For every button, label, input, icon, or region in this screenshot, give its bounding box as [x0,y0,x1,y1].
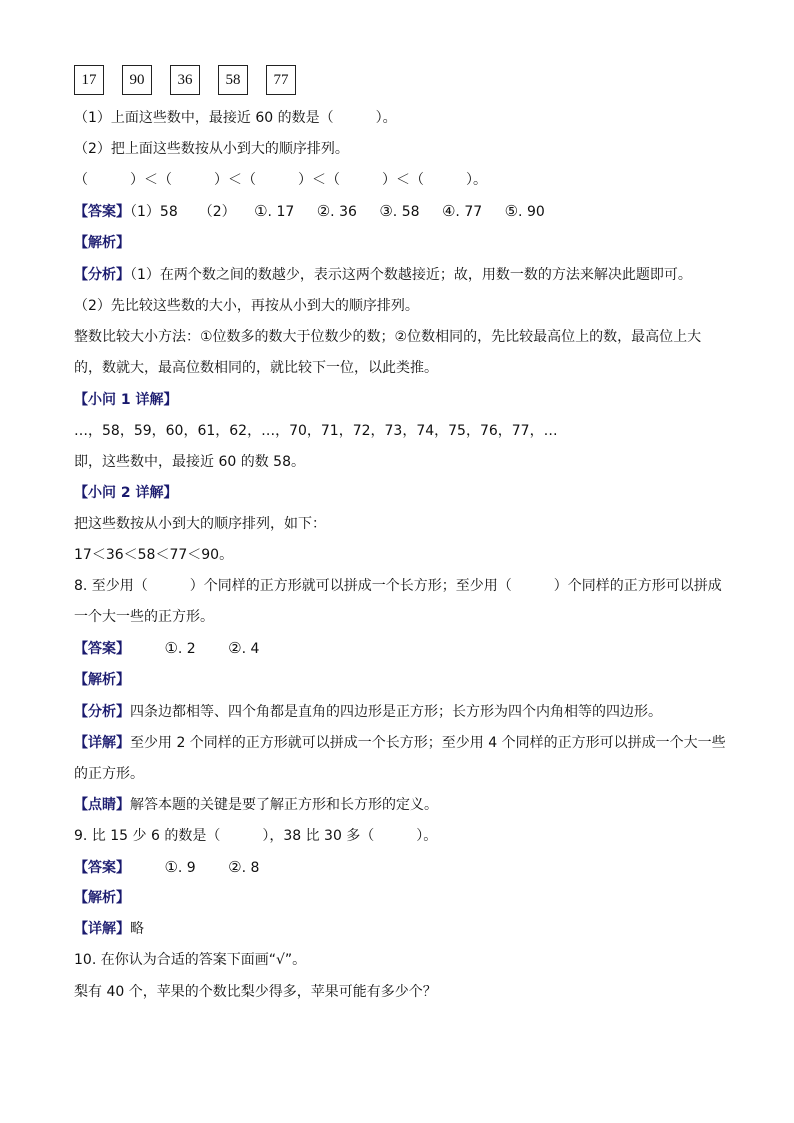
answer-item [228,638,259,659]
q7-detail2-text: 把这些数按从小到大的顺序排列，如下： [74,516,326,532]
answer-item [317,201,357,222]
q8-dianjing [74,795,734,815]
q7-fenxi [74,265,734,285]
detail-text: 略 [130,921,144,937]
detail-text: 至少用 2 个同样的正方形就可以拼成一个长方形；至少用 4 个同样的正方形可以拼成一个大一些 [130,735,726,751]
q7-fenxi-line2: （2）先比较这些数的大小，再按从小到大的顺序排列。 [74,298,419,314]
q7-method-line2: 的，数就大，最高位数相同的，就比较下一位，以此类推。 [74,360,438,376]
answer-item [228,857,259,878]
answer-value: . 17 [267,204,295,220]
answer-item [254,201,294,222]
q7-detail2-order: 17＜36＜58＜77＜90。 [74,547,234,563]
circled-number-icon: ① [164,858,178,876]
fenxi-tag: 【分析】 [74,704,130,720]
fenxi-tag: 【分析】 [74,267,130,283]
q9-analysis-heading [74,888,734,908]
q8-stem-line1: 8. 至少用（ ）个同样的正方形就可以拼成一个长方形；至少用（ ）个同样的正方形可以拼成 [74,578,722,594]
detail1-tag: 【小问 1 详解】 [74,392,178,408]
dianjing-tag: 【点睛】 [74,797,130,813]
analysis-tag: 【解析】 [74,890,130,906]
answer-part1: （1）58 （2） [130,204,236,220]
analysis-tag: 【解析】 [74,672,130,688]
q7-sub2: （2）把上面这些数按从小到大的顺序排列。 [74,141,349,157]
q8-answer [74,638,734,659]
number-box: 17 [74,65,104,95]
q10-stem: 10. 在你认为合适的答案下面画“√”。 [74,952,307,968]
answer-item [164,638,195,659]
answer-value: . 9 [177,860,196,876]
answer-item [164,857,195,878]
dianjing-text: 解答本题的关键是要了解正方形和长方形的定义。 [130,797,438,813]
q8-analysis-heading [74,670,734,690]
answer-value: . 90 [518,204,545,220]
circled-number-icon: ⑤ [504,202,519,220]
number-box: 58 [218,65,248,95]
detail2-tag: 【小问 2 详解】 [74,485,178,501]
detail-tag: 【详解】 [74,735,130,751]
q9-answer [74,857,734,878]
number-box: 36 [170,65,200,95]
q9-stem: 9. 比 15 少 6 的数是（ ），38 比 30 多（ ）。 [74,828,438,844]
circled-number-icon: ① [254,202,268,220]
q7-detail1-sequence: …，58，59，60，61，62，…，70，71，72，73，74，75，76，77，… [74,423,558,439]
circled-number-icon: ② [228,858,242,876]
q8-detail-line2: 的正方形。 [74,766,144,782]
q9-detail [74,919,734,939]
answer-item [379,201,419,222]
q7-method-line1: 整数比较大小方法：①位数多的数大于位数少的数；②位数相同的，先比较最高位上的数，最高位上大 [74,329,702,345]
analysis-tag: 【解析】 [74,235,130,251]
circled-number-icon: ④ [441,202,456,220]
q7-analysis-heading [74,233,734,253]
detail-tag: 【详解】 [74,921,130,937]
q8-detail-line1 [74,733,734,753]
fenxi-text: （1）在两个数之间的数越少，表示这两个数越接近；故，用数一数的方法来解决此题即可。 [130,267,692,283]
answer-value: . 2 [177,641,196,657]
circled-number-icon: ② [228,639,242,657]
answer-item [505,201,545,222]
circled-number-icon: ③ [379,202,393,220]
answer-tag: 【答案】 [74,204,130,220]
q7-detail1-conclusion: 即，这些数中，最接近 60 的数 58。 [74,454,305,470]
number-box: 77 [266,65,296,95]
answer-value: . 58 [392,204,420,220]
q7-answer [74,201,734,222]
answer-tag: 【答案】 [74,641,130,657]
circled-number-icon: ① [164,639,178,657]
q10-question: 梨有 40 个，苹果的个数比梨少得多，苹果可能有多少个？ [74,984,437,1000]
fenxi-text: 四条边都相等、四个角都是直角的四边形是正方形；长方形为四个内角相等的四边形。 [130,704,662,720]
q7-detail2-heading [74,483,734,503]
answer-value: . 77 [455,204,483,220]
answer-item [442,201,482,222]
q8-fenxi [74,702,734,722]
q7-less-than-row: （ ）＜（ ）＜（ ）＜（ ）＜（ ）。 [74,172,487,188]
q7-sub1: （1）上面这些数中，最接近 60 的数是（ ）。 [74,110,397,126]
q8-stem-line2: 一个大一些的正方形。 [74,609,214,625]
answer-value: . 8 [241,860,260,876]
q7-detail1-heading [74,390,734,410]
answer-value: . 36 [330,204,357,220]
circled-number-icon: ② [316,202,331,220]
answer-tag: 【答案】 [74,860,130,876]
answer-value: . 4 [241,641,260,657]
number-box: 90 [122,65,152,95]
